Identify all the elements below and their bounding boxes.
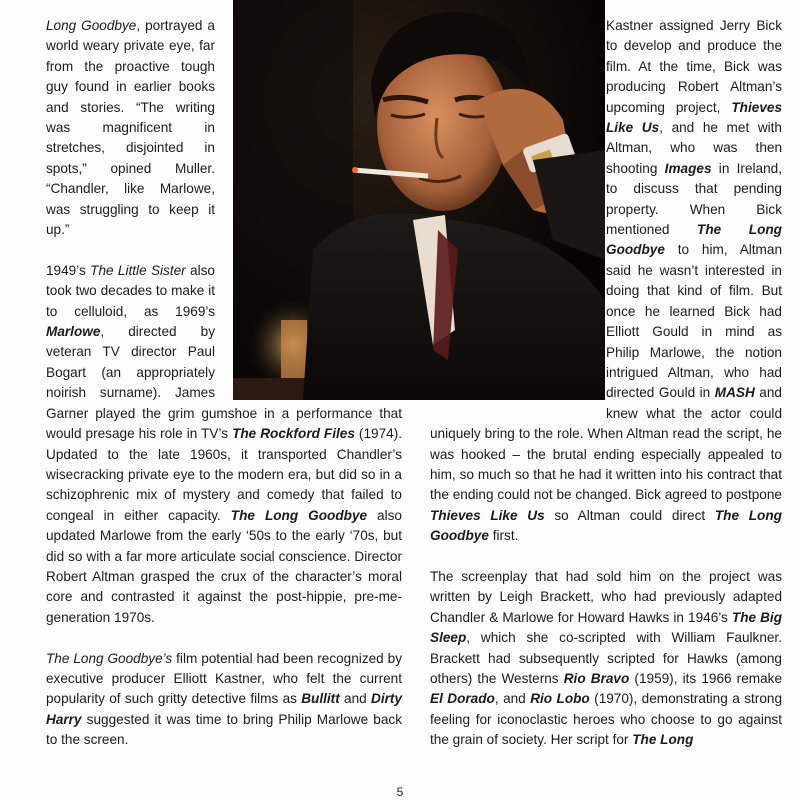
- film-title: Bullitt: [301, 691, 340, 707]
- text-run: and: [339, 691, 372, 707]
- film-title: The Big Sleep: [430, 609, 783, 646]
- film-title: Thieves Like Us: [606, 99, 782, 136]
- film-title: The Long: [632, 732, 694, 748]
- film-title: Marlowe: [46, 324, 101, 340]
- title-italic: Long Goodbye: [46, 18, 137, 33]
- film-still-illustration: [233, 0, 605, 400]
- film-title: El Dorado: [430, 691, 495, 707]
- film-title: The Long Goodbye: [606, 222, 782, 258]
- text-run: in Ireland, to discuss that pending property. When Bick mentioned: [606, 160, 782, 238]
- film-still-photo: [233, 0, 605, 400]
- page-number: 5: [396, 785, 404, 799]
- text-run: suggested it was time to bring Philip Marlowe back to the screen.: [46, 711, 402, 748]
- text-run: first.: [488, 528, 519, 544]
- text-run: 1949’s: [46, 262, 91, 278]
- text-run: , directed by veteran TV director Paul Bogart (an appropriately noirish surname). James Garner played the grim gumshoe in a performance that would presage his role in TV’s: [46, 324, 402, 442]
- text-run: , portrayed a world weary private eye, far from the proactive tough guy found in earlier books and stories. “The writing was magnificent in stretches, disjointed in spots,” opined Muller. “Chandler, like Marlowe, was struggling to keep it up.”: [46, 18, 215, 238]
- text-run: The screenplay that had sold him on the project was written by Leigh Brackett, who had previously adapted Chandler & Marlowe for Howard Hawks in 1946’s: [430, 568, 782, 625]
- film-title: Rio Bravo: [563, 670, 630, 686]
- text-run: (1959), its 1966 remake: [629, 670, 783, 686]
- photo-wrap-spacer: [430, 411, 445, 423]
- left-paragraph-3: [46, 649, 402, 751]
- film-title: The Rockford Files: [232, 426, 355, 442]
- text-run: to him, Altman said he wasn’t interested in doing that kind of film. But once he learned Bick had Elliott Gould in mind as Philip Marlowe, the notion intrigued Altman, who had directed Gould in: [606, 242, 782, 401]
- film-title: Thieves Like Us: [430, 507, 545, 523]
- film-title: The Long Goodbye: [230, 507, 368, 523]
- text-run: also updated Marlowe from the early ‘50s to the early ‘70s, but did so with a far more articulate social conscience. Director Robert Altman grasped the crux of the character’s moral core and contrasted it against the post-hippie, pre-me-generation 1970s.: [46, 507, 402, 625]
- text-run: (1970), demonstrating a strong feeling for iconoclastic heroes who choose to go against the grain of society. Her script for: [430, 691, 783, 748]
- text-run: also took two decades to make it to celluloid, as 1969’s: [46, 262, 215, 319]
- right-paragraph-2: [430, 567, 782, 751]
- film-title: The Long Goodbye: [430, 507, 782, 544]
- title-italic: The Long Goodbye’s: [46, 650, 173, 666]
- text-run: so Altman could direct: [544, 507, 715, 523]
- text-run: Kastner assigned Jerry Bick to develop and produce the film. At the time, Bick was producing Robert Altman’s upcoming project,: [606, 18, 782, 115]
- text-run: film potential had been recognized by executive producer Elliott Kastner, who felt the current popularity of such gritty detective films as: [46, 650, 402, 707]
- film-title: Images: [664, 160, 712, 176]
- text-run: , and he met with Altman, who was then shooting: [606, 120, 782, 176]
- text-run: (1974). Updated to the late 1960s, it transported Chandler’s wisecracking private eye to the modern era, but did so in a schizophrenic mix of mystery and comedy that failed to congeal in either capacity.: [46, 426, 402, 523]
- title-italic: The Little Sister: [90, 262, 186, 278]
- film-title: MASH: [714, 385, 755, 401]
- film-title: Rio Lobo: [530, 691, 590, 707]
- text-run: , which she co-scripted with William Faulkner. Brackett had subsequently scripted for Hawks (among others) the Westerns: [430, 630, 782, 686]
- film-title: Dirty Harry: [46, 691, 403, 727]
- text-run: , and: [494, 691, 531, 707]
- text-run: and knew what the actor could uniquely bring to the role. When Altman read the script, he was hooked – the brutal ending especially appealed to him, so much so that he had it written into his contract that the ending could not be changed. Bick agreed to postpone: [430, 385, 782, 503]
